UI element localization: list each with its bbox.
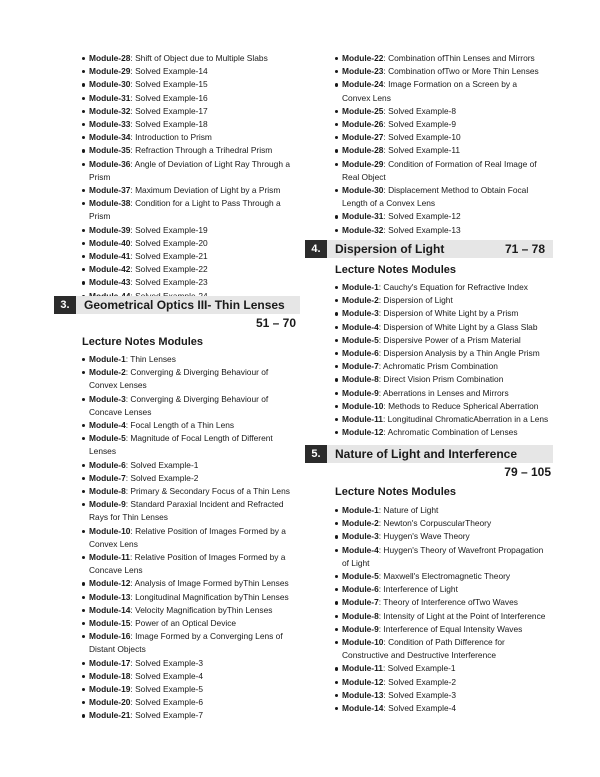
module-text: Velocity Magnification byThin Lenses [135, 604, 273, 615]
module-item: Module-9: Interference of Equal Intensity Waves [305, 623, 555, 636]
module-text: Solved Example-23 [135, 277, 208, 288]
module-item: Module-25: Solved Example-8 [305, 105, 555, 118]
module-label: Module-20 [89, 697, 131, 708]
module-label: Module-34 [89, 132, 131, 143]
module-item: Module-18: Solved Example-4 [52, 670, 300, 683]
module-text: Solved Example-9 [388, 119, 457, 130]
module-item: Module-19: Solved Example-5 [52, 683, 300, 696]
module-label: Module-7 [342, 597, 379, 608]
module-text: Solved Example-2 [130, 472, 199, 483]
module-text: Solved Example-22 [135, 264, 208, 275]
module-text: Newton's CorpuscularTheory [383, 518, 492, 529]
module-text: Condition for a Light to Pass Through a Prism [89, 198, 281, 222]
module-text: Aberrations in Lenses and Mirrors [382, 387, 509, 398]
section-title: Dispersion of Light [335, 242, 445, 256]
module-text: Combination ofThin Lenses and Mirrors [388, 53, 535, 63]
module-item: Module-3: Converging & Diverging Behaviour of Concave Lenses [52, 393, 300, 419]
module-item: Module-29: Solved Example-14 [52, 65, 300, 78]
module-item: Module-30: Solved Example-15 [52, 78, 300, 91]
module-text: Solved Example-14 [135, 66, 208, 77]
module-label: Module-5 [342, 571, 379, 582]
module-item: Module-2: Dispersion of Light [305, 294, 555, 307]
module-text: Converging & Diverging Behaviour of Concave Lenses [89, 393, 269, 417]
module-label: Module-29 [342, 158, 384, 169]
module-item: Module-9: Standard Paraxial Incident and Refracted Rays for Thin Lenses [52, 498, 300, 524]
module-label: Module-39 [89, 224, 131, 235]
module-item: Module-30: Displacement Method to Obtain Focal Length of a Convex Lens [305, 184, 555, 210]
module-text: Solved Example-19 [135, 224, 208, 235]
module-text: Image Formed by a Converging Lens of Distant Objects [89, 631, 283, 655]
module-text: Solved Example-7 [135, 710, 204, 721]
module-text: Thin Lenses [130, 354, 176, 364]
module-item: Module-28: Solved Example-11 [305, 144, 555, 157]
subheading: Lecture Notes Modules [82, 336, 204, 348]
module-label: Module-1 [342, 282, 379, 292]
module-text: Solved Example-21 [135, 251, 208, 262]
module-item: Module-11: Relative Position of Images Formed by a Concave Lens [52, 551, 300, 577]
module-item: Module-17: Solved Example-3 [52, 657, 300, 670]
module-item: Module-3: Dispersion of White Light by a Prism [305, 307, 555, 320]
subheading: Lecture Notes Modules [335, 486, 457, 498]
module-text: Achromatic Combination of Lenses [387, 427, 518, 438]
module-text: Solved Example-3 [135, 657, 204, 668]
module-text: Solved Example-2 [388, 676, 457, 687]
module-item: Module-40: Solved Example-20 [52, 237, 300, 250]
module-item: Module-2: Converging & Diverging Behaviour of Convex Lenses [52, 366, 300, 392]
module-item: Module-1: Cauchy's Equation for Refractive Index [305, 281, 555, 294]
module-item: Module-41: Solved Example-21 [52, 250, 300, 263]
module-item: Module-6: Interference of Light [305, 583, 555, 596]
module-text: Combination ofTwo or More Thin Lenses [388, 66, 539, 77]
module-item: Module-12: Analysis of Image Formed byThin Lenses [52, 577, 300, 590]
module-text: Interference of Light [383, 584, 458, 595]
module-label: Module-8 [89, 486, 126, 497]
module-label: Module-41 [89, 251, 131, 262]
module-item: Module-4: Focal Length of a Thin Lens [52, 419, 300, 432]
module-text: Standard Paraxial Incident and Refracted Rays for Thin Lenses [89, 499, 284, 523]
section-title: Geometrical Optics III- Thin Lenses [84, 298, 285, 312]
module-label: Module-30 [342, 185, 384, 196]
module-label: Module-12 [342, 427, 384, 438]
module-label: Module-17 [89, 657, 131, 668]
module-text: Solved Example-13 [388, 224, 461, 235]
module-text: Achromatic Prism Combination [382, 361, 498, 372]
module-text: Huygen's Wave Theory [383, 531, 470, 542]
module-item: Module-43: Solved Example-23 [52, 276, 300, 289]
module-label: Module-11 [342, 663, 383, 674]
module-label: Module-28 [89, 53, 131, 63]
module-text: Dispersion of White Light by a Prism [383, 308, 519, 319]
module-item: Module-23: Combination ofTwo or More Thin Lenses [305, 65, 555, 78]
module-item: Module-13: Longitudinal Magnification byThin Lenses [52, 591, 300, 604]
module-label: Module-23 [342, 66, 384, 77]
module-text: Power of an Optical Device [135, 618, 237, 629]
module-item: Module-22: Combination ofThin Lenses and Mirrors [305, 52, 555, 65]
module-item: Module-4: Huygen's Theory of Wavefront Propagation of Light [305, 544, 555, 570]
module-label: Module-42 [89, 264, 131, 275]
section-number: 3. [54, 296, 76, 314]
module-text: Solved Example-1 [130, 459, 199, 470]
module-item: Module-1: Nature of Light [305, 504, 555, 517]
module-label: Module-11 [89, 552, 130, 563]
module-label: Module-6 [89, 459, 126, 470]
module-label: Module-43 [89, 277, 131, 288]
module-text: Solved Example-17 [135, 105, 208, 116]
module-item: Module-27: Solved Example-10 [305, 131, 555, 144]
module-item: Module-8: Direct Vision Prism Combination [305, 373, 555, 386]
module-item: Module-10: Condition of Path Difference for Constructive and Destructive Interference [305, 636, 555, 662]
module-label: Module-25 [342, 105, 384, 116]
module-label: Module-4 [89, 420, 126, 431]
module-label: Module-24 [342, 79, 384, 90]
module-label: Module-11 [342, 414, 383, 425]
module-text: Relative Position of Images Formed by a Convex Lens [89, 525, 286, 549]
module-text: Dispersive Power of a Prism Material [383, 334, 521, 345]
module-item: Module-5: Dispersive Power of a Prism Material [305, 334, 555, 347]
module-list [305, 281, 555, 439]
module-label: Module-19 [89, 684, 131, 695]
module-text: Solved Example-4 [135, 670, 204, 681]
section-header [305, 445, 553, 463]
module-label: Module-30 [89, 79, 131, 90]
module-item: Module-7: Theory of Interference ofTwo Waves [305, 596, 555, 609]
section-pages: 71 – 78 [504, 242, 545, 256]
module-label: Module-3 [89, 393, 126, 404]
module-text: Huygen's Theory of Wavefront Propagation of Light [342, 544, 544, 568]
module-label: Module-1 [89, 354, 126, 364]
module-text: Converging & Diverging Behaviour of Convex Lenses [89, 367, 269, 391]
section-pages: 51 – 70 [255, 316, 296, 330]
module-item: Module-31: Solved Example-12 [305, 210, 555, 223]
module-label: Module-6 [342, 584, 379, 595]
module-item: Module-8: Primary & Secondary Focus of a Thin Lens [52, 485, 300, 498]
module-label: Module-6 [342, 348, 379, 359]
module-label: Module-2 [89, 367, 126, 378]
module-text: Interference of Equal Intensity Waves [383, 623, 523, 634]
module-label: Module-32 [89, 105, 131, 116]
module-item: Module-11: Longitudinal ChromaticAberration in a Lens [305, 413, 555, 426]
module-item: Module-14: Solved Example-4 [305, 702, 555, 715]
module-text: Maximum Deviation of Light by a Prism [135, 185, 281, 196]
section-number: 5. [305, 445, 327, 463]
module-item: Module-31: Solved Example-16 [52, 92, 300, 105]
module-item: Module-32: Solved Example-17 [52, 105, 300, 118]
module-text: Solved Example-12 [388, 211, 461, 222]
module-label: Module-26 [342, 119, 384, 130]
module-item: Module-32: Solved Example-13 [305, 224, 555, 237]
module-item: Module-29: Condition of Formation of Real Image of Real Object [305, 158, 555, 184]
module-item: Module-6: Dispersion Analysis by a Thin Angle Prism [305, 347, 555, 360]
module-item: Module-12: Solved Example-2 [305, 676, 555, 689]
module-text: Intensity of Light at the Point of Interference [383, 610, 546, 621]
module-text: Angle of Deviation of Light Ray Through a Prism [89, 158, 290, 182]
module-label: Module-10 [342, 400, 384, 411]
module-label: Module-4 [342, 544, 379, 555]
module-label: Module-21 [89, 710, 131, 721]
module-text: Relative Position of Images Formed by a Concave Lens [89, 552, 286, 576]
module-label: Module-10 [89, 525, 131, 536]
section-header [305, 240, 553, 258]
module-label: Module-14 [89, 604, 131, 615]
module-label: Module-9 [342, 387, 379, 398]
module-item: Module-42: Solved Example-22 [52, 263, 300, 276]
module-text: Analysis of Image Formed byThin Lenses [134, 578, 289, 589]
module-text: Maxwell's Electromagnetic Theory [383, 571, 511, 582]
module-item: Module-21: Solved Example-7 [52, 709, 300, 722]
section-header [54, 296, 300, 314]
module-text: Longitudinal ChromaticAberration in a Lens [387, 414, 549, 425]
module-item: Module-12: Achromatic Combination of Lenses [305, 426, 555, 439]
module-label: Module-9 [89, 499, 126, 510]
module-label: Module-29 [89, 66, 131, 77]
module-label: Module-2 [342, 295, 379, 306]
module-text: Solved Example-4 [388, 703, 457, 714]
module-label: Module-5 [342, 334, 379, 345]
section-number: 4. [305, 240, 327, 258]
module-item: Module-24: Image Formation on a Screen by a Convex Lens [305, 78, 555, 104]
module-text: Condition of Formation of Real Image of Real Object [342, 158, 537, 182]
module-item: Module-38: Condition for a Light to Pass Through a Prism [52, 197, 300, 223]
module-text: Nature of Light [383, 505, 439, 515]
module-item: Module-36: Angle of Deviation of Light Ray Through a Prism [52, 158, 300, 184]
module-label: Module-4 [342, 321, 379, 332]
module-text: Magnitude of Focal Length of Different Lenses [89, 433, 273, 457]
section-title: Nature of Light and Interference [335, 447, 518, 461]
module-text: Image Formation on a Screen by a Convex Lens [342, 79, 518, 103]
module-item: Module-2: Newton's CorpuscularTheory [305, 517, 555, 530]
module-label: Module-12 [89, 578, 131, 589]
module-text: Solved Example-3 [388, 689, 457, 700]
module-text: Displacement Method to Obtain Focal Length of a Convex Lens [342, 185, 529, 209]
module-item: Module-10: Methods to Reduce Spherical Aberration [305, 400, 555, 413]
module-item: Module-5: Maxwell's Electromagnetic Theory [305, 570, 555, 583]
module-label: Module-40 [89, 237, 131, 248]
module-label: Module-38 [89, 198, 131, 209]
module-text: Solved Example-18 [135, 119, 208, 130]
module-label: Module-18 [89, 670, 131, 681]
module-label: Module-37 [89, 185, 131, 196]
section-pages: 79 – 105 [504, 465, 551, 479]
module-item: Module-37: Maximum Deviation of Light by a Prism [52, 184, 300, 197]
module-label: Module-15 [89, 618, 131, 629]
module-label: Module-2 [342, 518, 379, 529]
module-item: Module-15: Power of an Optical Device [52, 617, 300, 630]
module-label: Module-28 [342, 145, 384, 156]
module-item: Module-3: Huygen's Wave Theory [305, 530, 555, 543]
module-label: Module-33 [89, 119, 131, 130]
module-item: Module-4: Dispersion of White Light by a Glass Slab [305, 321, 555, 334]
module-text: Refraction Through a Trihedral Prism [135, 145, 273, 156]
module-item: Module-7: Solved Example-2 [52, 472, 300, 485]
module-item: Module-35: Refraction Through a Trihedral Prism [52, 144, 300, 157]
module-text: Direct Vision Prism Combination [383, 374, 504, 385]
module-item: Module-6: Solved Example-1 [52, 459, 300, 472]
module-text: Solved Example-15 [135, 79, 208, 90]
module-item: Module-16: Image Formed by a Converging Lens of Distant Objects [52, 630, 300, 656]
module-label: Module-7 [89, 472, 126, 483]
module-text: Primary & Secondary Focus of a Thin Lens [130, 486, 290, 497]
module-text: Introduction to Prism [135, 132, 212, 143]
module-label: Module-36 [89, 158, 131, 169]
module-text: Dispersion of White Light by a Glass Slab [383, 321, 538, 332]
module-label: Module-7 [342, 361, 379, 372]
module-label: Module-12 [342, 676, 384, 687]
module-text: Solved Example-16 [135, 92, 208, 103]
module-text: Condition of Path Difference for Constructive and Destructive Interference [342, 637, 505, 661]
module-list [52, 353, 300, 723]
module-item: Module-10: Relative Position of Images Formed by a Convex Lens [52, 525, 300, 551]
module-text: Methods to Reduce Spherical Aberration [388, 400, 539, 411]
module-list [305, 504, 555, 715]
module-item: Module-33: Solved Example-18 [52, 118, 300, 131]
module-item: Module-34: Introduction to Prism [52, 131, 300, 144]
module-text: Solved Example-10 [388, 132, 461, 143]
module-item: Module-9: Aberrations in Lenses and Mirrors [305, 387, 555, 400]
module-text: Solved Example-5 [135, 684, 204, 695]
module-item: Module-5: Magnitude of Focal Length of Different Lenses [52, 432, 300, 458]
module-text: Solved Example-8 [388, 105, 457, 116]
module-label: Module-14 [342, 703, 384, 714]
module-text: Dispersion of Light [383, 295, 453, 306]
module-text: Longitudinal Magnification byThin Lenses [135, 591, 289, 602]
module-text: Solved Example-1 [387, 663, 456, 674]
module-label: Module-27 [342, 132, 384, 143]
module-label: Module-31 [342, 211, 384, 222]
module-label: Module-13 [89, 591, 131, 602]
module-label: Module-35 [89, 145, 131, 156]
module-label: Module-9 [342, 623, 379, 634]
module-label: Module-1 [342, 505, 379, 515]
module-item: Module-7: Achromatic Prism Combination [305, 360, 555, 373]
module-label: Module-8 [342, 374, 379, 385]
module-label: Module-22 [342, 53, 384, 63]
module-item: Module-11: Solved Example-1 [305, 662, 555, 675]
module-item: Module-28: Shift of Object due to Multiple Slabs [52, 52, 300, 65]
module-text: Focal Length of a Thin Lens [130, 420, 235, 431]
module-item: Module-39: Solved Example-19 [52, 224, 300, 237]
subheading: Lecture Notes Modules [335, 264, 457, 276]
module-list [305, 52, 555, 237]
module-text: Dispersion Analysis by a Thin Angle Prism [383, 348, 540, 359]
module-label: Module-13 [342, 689, 384, 700]
module-label: Module-31 [89, 92, 131, 103]
module-item: Module-13: Solved Example-3 [305, 689, 555, 702]
module-label: Module-3 [342, 531, 379, 542]
module-text: Solved Example-11 [388, 145, 461, 156]
module-text: Theory of Interference ofTwo Waves [383, 597, 518, 608]
module-text: Solved Example-6 [135, 697, 204, 708]
module-item: Module-1: Thin Lenses [52, 353, 300, 366]
module-label: Module-3 [342, 308, 379, 319]
module-label: Module-8 [342, 610, 379, 621]
module-text: Cauchy's Equation for Refractive Index [383, 282, 528, 292]
module-text: Solved Example-20 [135, 237, 208, 248]
module-label: Module-5 [89, 433, 126, 444]
module-label: Module-16 [89, 631, 131, 642]
module-list [52, 52, 300, 303]
module-text: Shift of Object due to Multiple Slabs [135, 53, 268, 63]
module-item: Module-8: Intensity of Light at the Point of Interference [305, 610, 555, 623]
module-label: Module-32 [342, 224, 384, 235]
module-item: Module-20: Solved Example-6 [52, 696, 300, 709]
module-label: Module-10 [342, 637, 384, 648]
module-item: Module-14: Velocity Magnification byThin Lenses [52, 604, 300, 617]
module-item: Module-26: Solved Example-9 [305, 118, 555, 131]
